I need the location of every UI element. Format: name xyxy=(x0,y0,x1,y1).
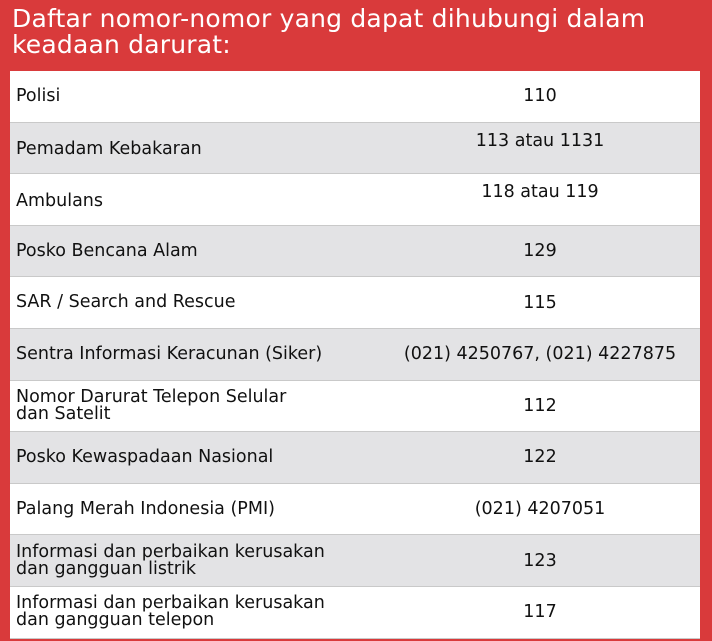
phone-number: 112 xyxy=(523,395,557,416)
service-name-line-2: dan gangguan telepon xyxy=(16,610,215,631)
service-name-line-1: Informasi dan perbaikan kerusakan xyxy=(16,593,325,614)
table-row xyxy=(10,381,700,433)
service-name-line-1: Nomor Darurat Telepon Selular xyxy=(16,386,287,407)
service-name: Polisi xyxy=(16,85,61,106)
phone-number: (021) 4250767, (021) 4227875 xyxy=(403,344,677,365)
phone-number: 123 xyxy=(523,550,557,571)
service-name-line-1: Informasi dan perbaikan kerusakan xyxy=(16,541,325,562)
service-name xyxy=(10,541,380,579)
service-name: Ambulans xyxy=(16,190,104,211)
table-row xyxy=(10,329,700,381)
service-name: Pemadam Kebakaran xyxy=(16,139,202,160)
service-name-line-2: dan gangguan listrik xyxy=(16,558,196,579)
emergency-numbers-table xyxy=(10,71,700,641)
phone-number: (021) 4207051 xyxy=(474,499,606,520)
table-row xyxy=(10,277,700,329)
title-line-1: Daftar nomor-nomor yang dapat dihubungi dalam xyxy=(12,4,646,33)
phone-number: 118 atau 119 xyxy=(481,182,599,203)
service-name: SAR / Search and Rescue xyxy=(16,292,236,313)
table-row xyxy=(10,123,700,175)
title-line-2: keadaan darurat: xyxy=(12,30,231,59)
phone-number: 110 xyxy=(523,86,557,107)
table-row xyxy=(10,71,700,123)
phone-number: 117 xyxy=(523,602,557,623)
service-name: Posko Kewaspadaan Nasional xyxy=(16,446,274,467)
poster-title xyxy=(12,6,702,58)
phone-number: 129 xyxy=(523,241,557,262)
table-row xyxy=(10,587,700,639)
phone-number: 122 xyxy=(523,447,557,468)
phone-number: 115 xyxy=(523,292,557,313)
table-row xyxy=(10,535,700,587)
service-name xyxy=(10,386,380,424)
phone-number: 113 atau 1131 xyxy=(475,130,605,151)
table-row xyxy=(10,226,700,278)
service-name-line-2: dan Satelit xyxy=(16,403,111,424)
service-name xyxy=(10,595,380,629)
table-row xyxy=(10,484,700,536)
service-name: Posko Bencana Alam xyxy=(16,240,198,261)
table-row xyxy=(10,432,700,484)
service-name: Palang Merah Indonesia (PMI) xyxy=(16,498,275,519)
service-name: Sentra Informasi Keracunan (Siker) xyxy=(16,343,323,364)
table-row xyxy=(10,174,700,226)
